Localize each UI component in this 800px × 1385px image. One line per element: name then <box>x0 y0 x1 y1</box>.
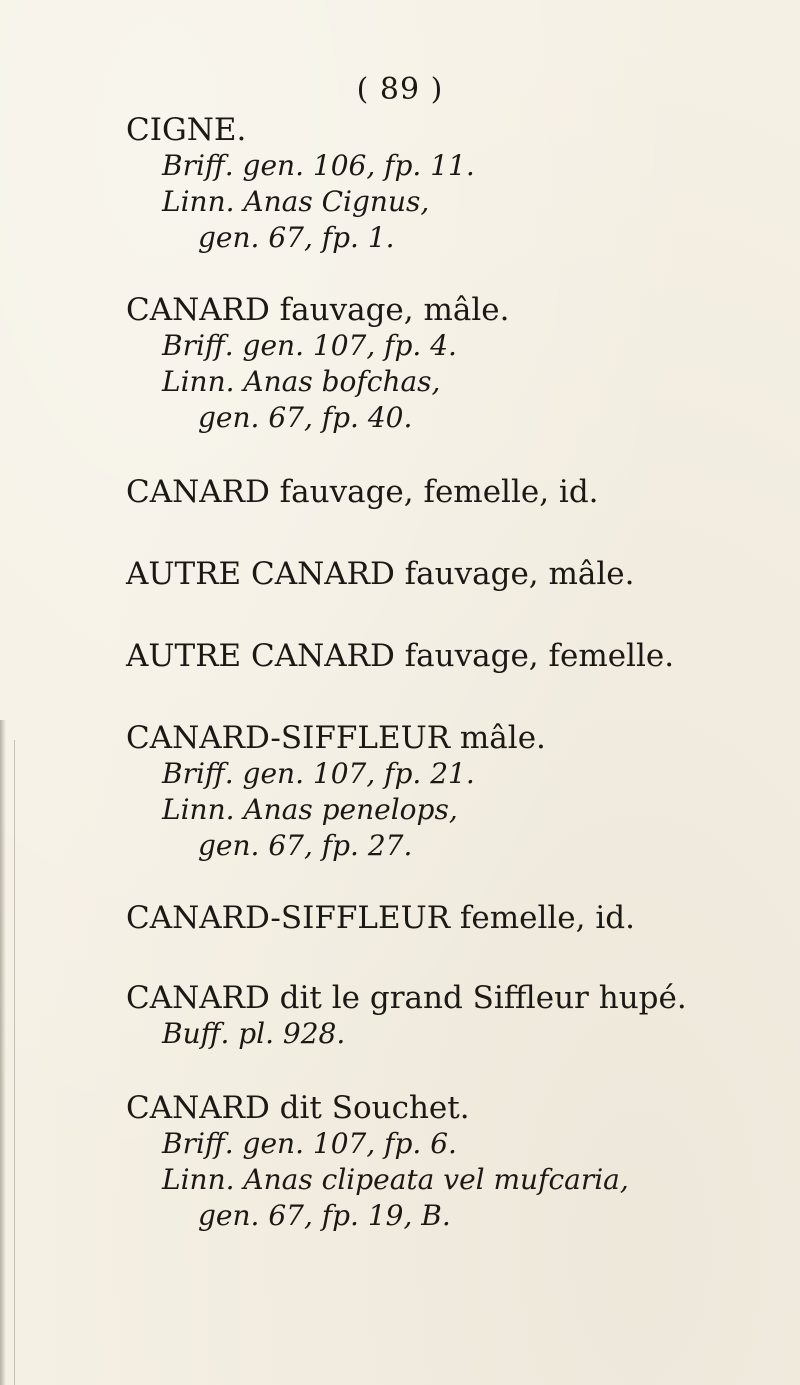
entry-reference-brisson: Briff. gen. 107, fp. 6. <box>162 1127 457 1160</box>
entry-heading: CANARD dit le grand Siffleur hupé. <box>126 980 687 1016</box>
catalogue-entry-canard-sauvage-femelle <box>126 474 599 510</box>
entry-heading: CANARD-SIFFLEUR femelle, id. <box>126 900 635 936</box>
entry-reference-genus: gen. 67, fp. 19, B. <box>198 1199 451 1232</box>
entry-reference-linnaeus: Linn. Anas penelops, <box>162 793 458 826</box>
entry-heading: CIGNE. <box>126 112 247 148</box>
binding-edge-line <box>14 740 15 1385</box>
entry-reference-genus: gen. 67, fp. 40. <box>198 401 413 434</box>
entry-reference-brisson: Briff. gen. 107, fp. 4. <box>162 329 457 362</box>
catalogue-entry-autre-canard-male <box>126 556 635 592</box>
entry-heading: AUTRE CANARD fauvage, femelle. <box>126 638 675 674</box>
entry-reference-linnaeus: Linn. Anas Cignus, <box>162 185 430 218</box>
catalogue-entry-canard-sauvage-male <box>126 292 509 436</box>
entry-reference-genus: gen. 67, fp. 27. <box>198 829 413 862</box>
binding-gutter-shadow <box>0 720 6 1385</box>
page-number: ( 89 ) <box>356 72 444 107</box>
entry-reference-linnaeus: Linn. Anas clipeata vel mufcaria, <box>162 1163 629 1196</box>
entry-heading: CANARD-SIFFLEUR mâle. <box>126 720 546 756</box>
entry-reference-genus: gen. 67, fp. 1. <box>198 221 395 254</box>
entry-reference-brisson: Briff. gen. 107, fp. 21. <box>162 757 475 790</box>
entry-reference-buffon: Buff. pl. 928. <box>162 1017 346 1050</box>
catalogue-entry-canard-siffleur-male <box>126 720 546 864</box>
catalogue-entry-cigne <box>126 112 475 256</box>
catalogue-entry-autre-canard-femelle <box>126 638 674 674</box>
catalogue-entry-canard-souchet <box>126 1090 629 1234</box>
entry-reference-linnaeus: Linn. Anas bofchas, <box>162 365 441 398</box>
catalogue-entry-grand-siffleur-hupe <box>126 980 687 1052</box>
entry-heading: CANARD dit Souchet. <box>126 1090 470 1126</box>
entry-heading: CANARD fauvage, mâle. <box>126 292 510 328</box>
entry-reference-brisson: Briff. gen. 106, fp. 11. <box>162 149 475 182</box>
entry-heading: CANARD fauvage, femelle, id. <box>126 474 599 510</box>
entry-heading: AUTRE CANARD fauvage, mâle. <box>126 556 635 592</box>
catalogue-entry-canard-siffleur-femelle <box>126 900 635 936</box>
